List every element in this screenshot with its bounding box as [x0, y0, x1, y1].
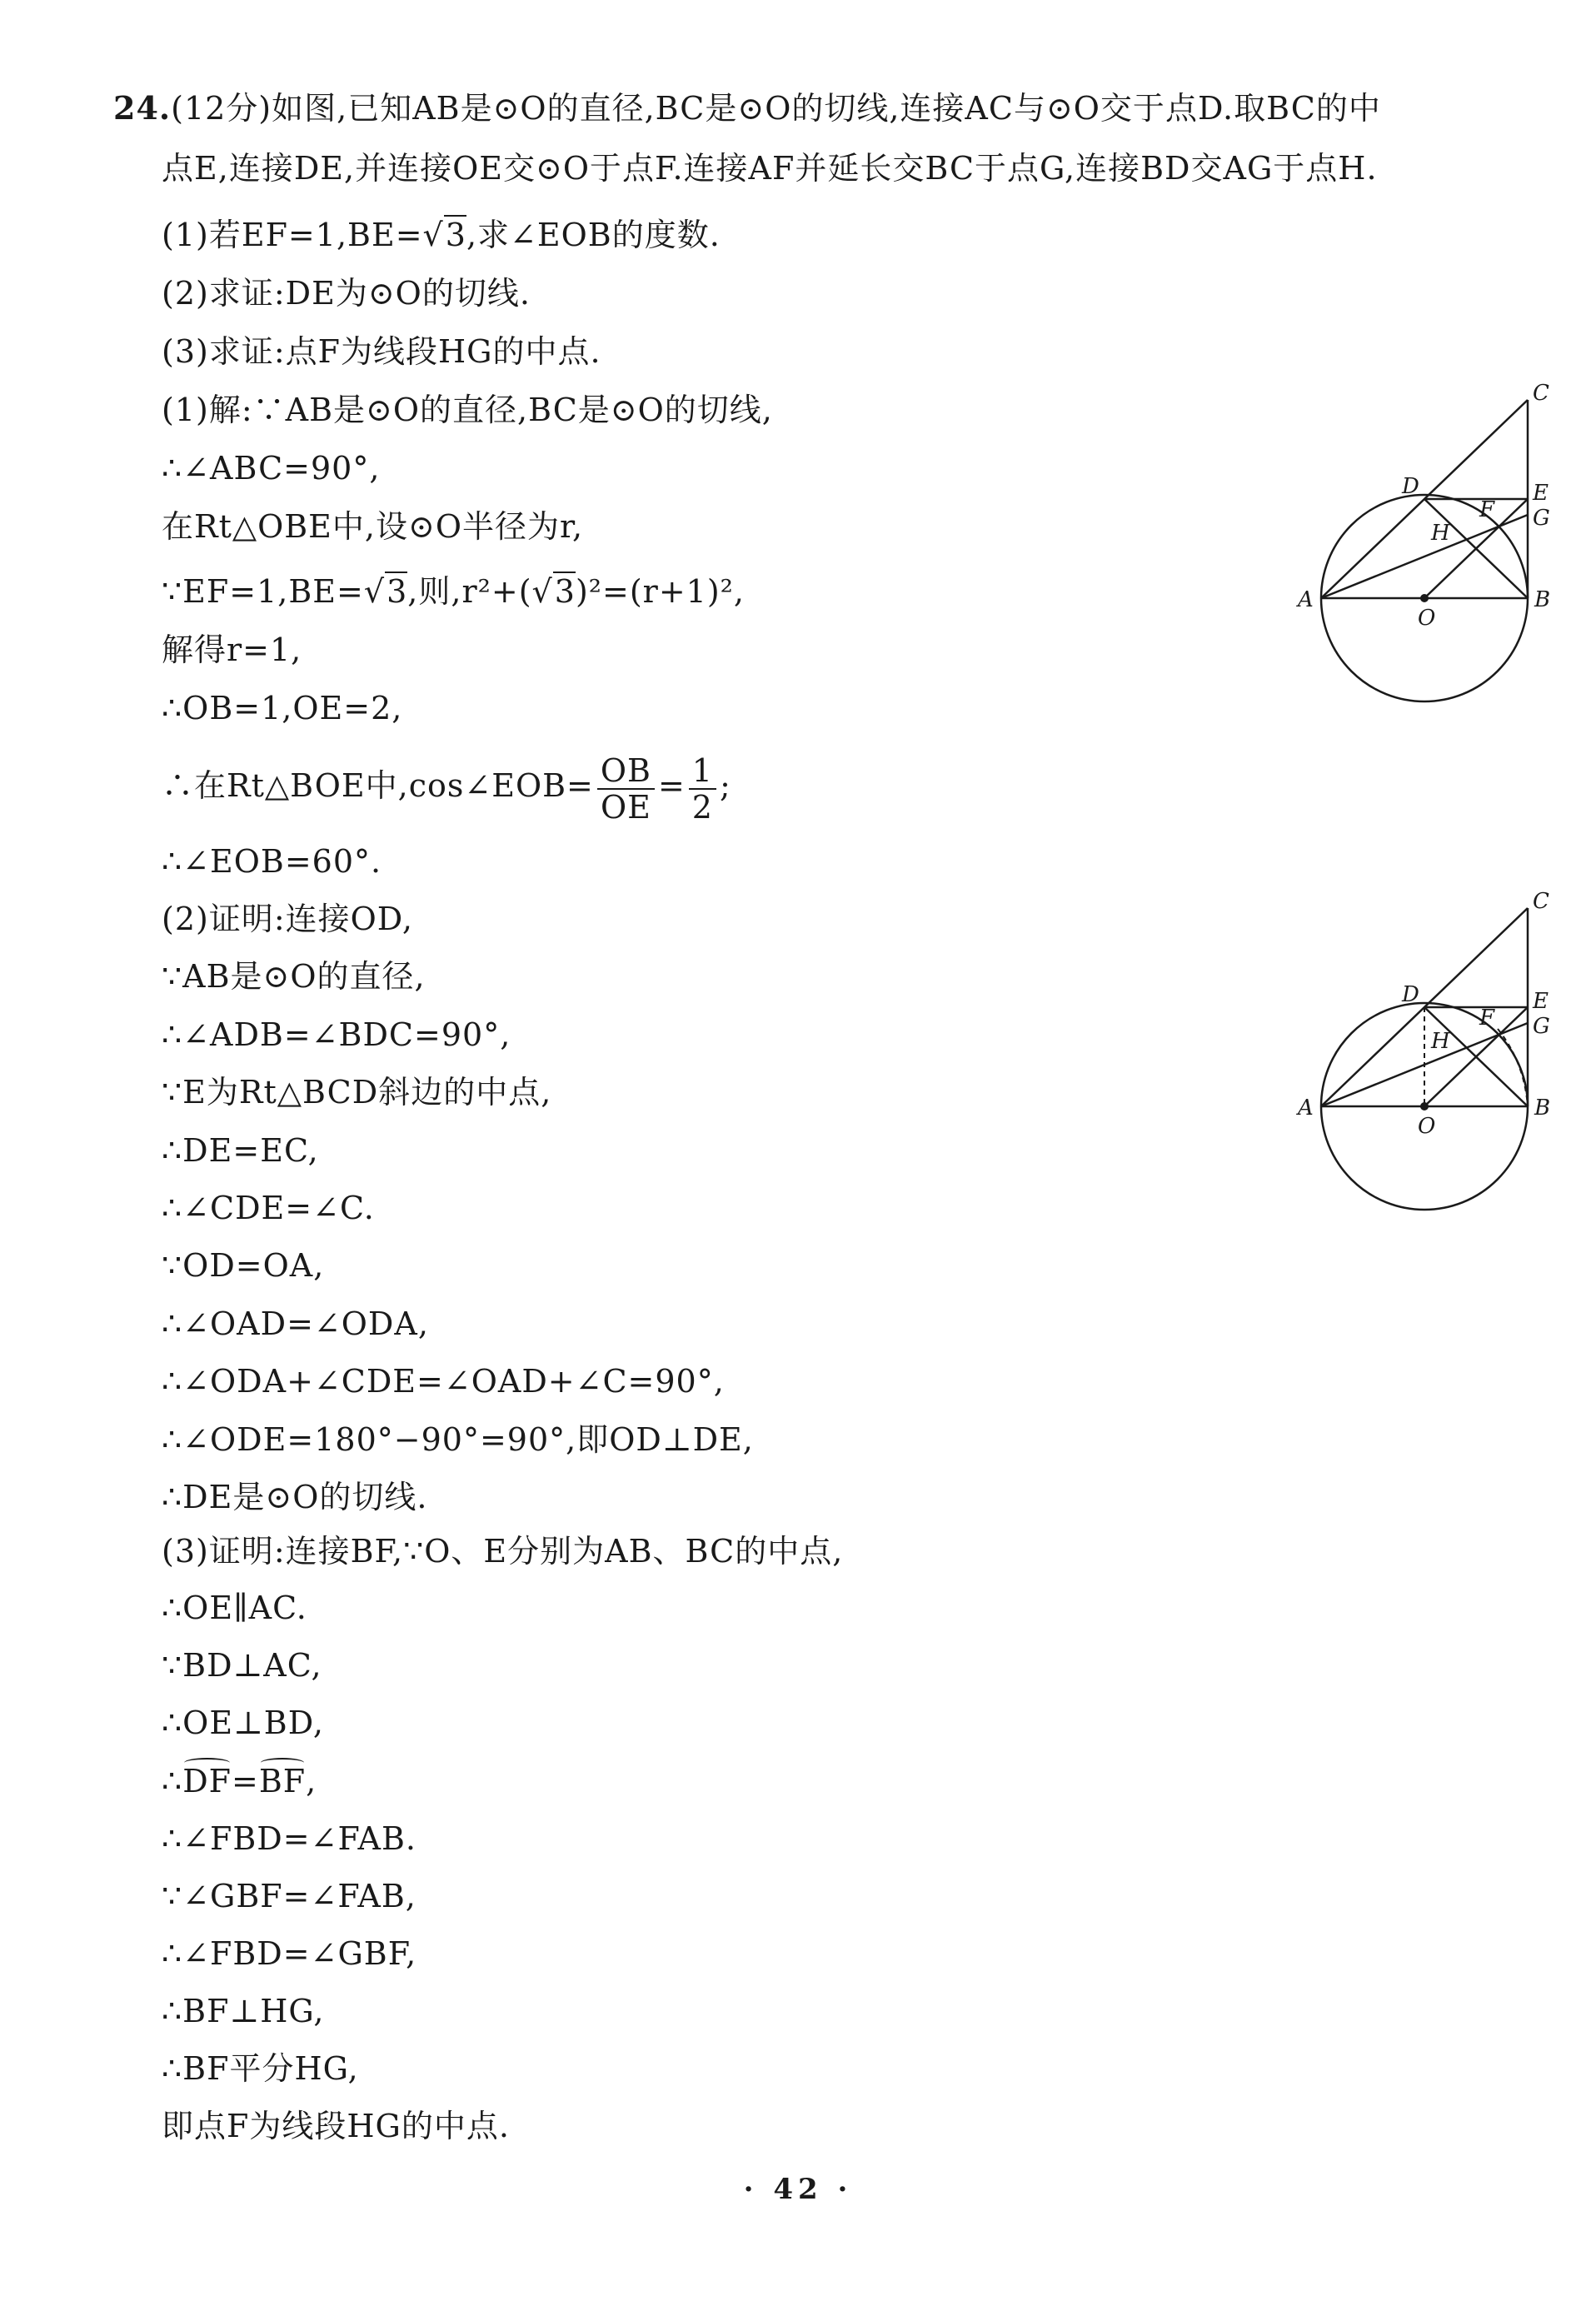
fraction-ob-oe: $\frac{OB}{OE}$ [597, 753, 655, 825]
part2-line-9: ∴∠ODA+∠CDE=∠OAD+∠C=90°, [162, 1363, 725, 1400]
problem-line-1: 24.(12分)如图,已知AB是⊙O的直径,BC是⊙O的切线,连接AC与⊙O交于点D.取BC的中 [113, 89, 1381, 127]
label-a: A [1298, 1096, 1314, 1121]
part3-line-6: ∴∠FBD=∠FAB. [162, 1820, 416, 1857]
part3-line-1: (3)证明:连接BF,∵O、E分别为AB、BC的中点, [162, 1533, 844, 1570]
part3-line-2: ∴OE∥AC. [162, 1590, 307, 1626]
label-h: H [1431, 1029, 1450, 1054]
part3-line-3: ∵BD⊥AC, [162, 1647, 322, 1684]
question-3: (3)求证:点F为线段HG的中点. [162, 333, 601, 370]
part3-line-8: ∴∠FBD=∠GBF, [162, 1935, 417, 1972]
label-c: C [1533, 889, 1549, 914]
segment-bf-dashed [1498, 1029, 1528, 1106]
center-dot [1420, 594, 1429, 602]
question-1: (1)若EF=1,BE=√3,求∠EOB的度数. [162, 217, 721, 253]
part2-line-4: ∵E为Rt△BCD斜边的中点, [162, 1074, 552, 1111]
label-a: A [1298, 587, 1314, 612]
part3-line-4: ∴OE⊥BD, [162, 1705, 324, 1741]
arc-bf: BF [258, 1763, 307, 1799]
part1-line-4: ∵EF=1,BE=√3,则,r²+(√3)²=(r+1)², [162, 573, 745, 610]
geometry-figure-2 [1283, 883, 1566, 1216]
label-b: B [1534, 587, 1551, 612]
problem-line-2: 点E,连接DE,并连接OE交⊙O于点F.连接AF并延长交BC于点G,连接BD交AG于点H. [162, 150, 1378, 187]
part1-line-8: ∴∠EOB=60°. [162, 843, 382, 880]
label-e: E [1533, 989, 1549, 1014]
center-dot [1420, 1102, 1429, 1111]
label-e: E [1533, 481, 1549, 506]
part2-line-2: ∵AB是⊙O的直径, [162, 958, 426, 995]
part2-line-11: ∴DE是⊙O的切线. [162, 1479, 428, 1515]
label-o: O [1418, 1114, 1436, 1139]
part3-line-10: ∴BF平分HG, [162, 2050, 359, 2087]
label-c: C [1533, 381, 1549, 406]
part3-line-11: 即点F为线段HG的中点. [162, 2108, 510, 2144]
part2-line-7: ∵OD=OA, [162, 1247, 325, 1284]
label-o: O [1418, 606, 1436, 631]
question-2: (2)求证:DE为⊙O的切线. [162, 275, 531, 312]
page-number: · 42 · [743, 2173, 853, 2206]
part2-line-5: ∴DE=EC, [162, 1132, 319, 1169]
part1-line-6: ∴OB=1,OE=2, [162, 690, 403, 726]
label-d: D [1402, 982, 1419, 1007]
part2-line-6: ∴∠CDE=∠C. [162, 1190, 375, 1226]
label-b: B [1534, 1096, 1551, 1121]
label-g: G [1533, 1014, 1550, 1039]
label-f: F [1479, 497, 1495, 522]
part1-line-3: 在Rt△OBE中,设⊙O半径为r, [162, 508, 584, 545]
part1-line-1: (1)解:∵AB是⊙O的直径,BC是⊙O的切线, [162, 392, 773, 428]
label-d: D [1402, 474, 1419, 499]
part3-line-5: ∴DF=BF, [162, 1763, 317, 1799]
part2-line-3: ∴∠ADB=∠BDC=90°, [162, 1016, 511, 1053]
part1-line-5: 解得r=1, [162, 631, 302, 668]
part2-line-1: (2)证明:连接OD, [162, 901, 413, 937]
part3-line-9: ∴BF⊥HG, [162, 1993, 325, 2029]
arc-df: DF [182, 1763, 232, 1799]
part3-line-7: ∵∠GBF=∠FAB, [162, 1878, 416, 1914]
part1-line-2: ∴∠ABC=90°, [162, 450, 381, 487]
part1-line-7: ∴在Rt△BOE中,cos∠EOB= $\frac{OB}{OE}$ = $\frac{1}{2}$ ; [162, 751, 731, 826]
label-f: F [1479, 1006, 1495, 1031]
label-g: G [1533, 506, 1550, 531]
part2-line-10: ∴∠ODE=180°−90°=90°,即OD⊥DE, [162, 1421, 754, 1458]
problem-number: 24. [113, 89, 172, 127]
segment-ag [1321, 515, 1528, 598]
part2-line-8: ∴∠OAD=∠ODA, [162, 1305, 429, 1342]
label-h: H [1431, 521, 1450, 546]
fraction-one-half: $\frac{1}{2}$ [689, 753, 716, 825]
geometry-figure-1 [1283, 375, 1566, 708]
